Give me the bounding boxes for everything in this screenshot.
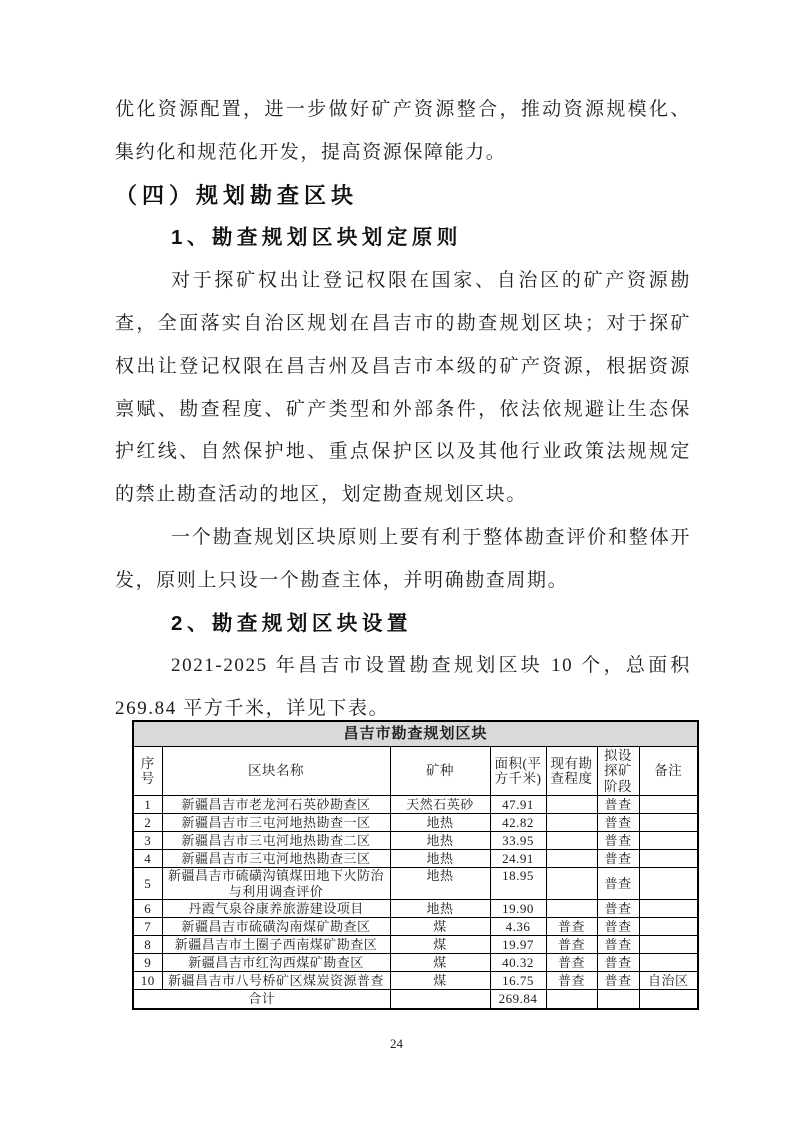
cell: 普查: [546, 972, 597, 990]
header-cell-block-name: 区块名称: [162, 747, 390, 796]
table-row: [133, 918, 698, 936]
cell: 普查: [546, 936, 597, 954]
cell: 地热: [390, 814, 490, 832]
planning-table-container: [132, 720, 699, 1010]
cell: 新疆昌吉市三屯河地热勘查一区: [162, 814, 390, 832]
cell: 33.95: [490, 832, 546, 850]
paragraph-setup: 2021-2025 年昌吉市设置勘查规划区块 10 个，总面积 269.84 平方千米，详见下表。: [115, 655, 691, 720]
cell: 16.75: [490, 972, 546, 990]
table-title-row: [133, 721, 698, 747]
cell: 普查: [546, 954, 597, 972]
cell: 地热: [390, 850, 490, 868]
header-cell-area: 面积(平方千米): [490, 747, 546, 796]
cell: [639, 814, 698, 832]
paragraph-principles: 对于探矿权出让登记权限在国家、自治区的矿产资源勘查，全面落实自治区规划在昌吉市的勘查规划区块；对于探矿权出让登记权限在昌吉州及昌吉市本级的矿产资源，根据资源禀赋、勘查程度、矿产类型和外部条件，依法依规避让生态保护红线、自然保护地、重点保护区以及其他行业政策法规规定的禁止勘查活动的地区，划定勘查规划区块。: [115, 270, 691, 506]
total-stage-cell: [597, 990, 639, 1010]
cell: 3: [133, 832, 162, 850]
total-remark-cell: [639, 990, 698, 1010]
table-total-row: [133, 990, 698, 1010]
header-cell-remark: 备注: [639, 747, 698, 796]
cell: [546, 796, 597, 814]
cell: 19.90: [490, 900, 546, 918]
cell: 普查: [546, 918, 597, 936]
planning-table-body: [133, 796, 698, 990]
cell: 新疆昌吉市土圈子西南煤矿勘查区: [162, 936, 390, 954]
cell: [546, 868, 597, 900]
cell: 47.91: [490, 796, 546, 814]
cell: 2: [133, 814, 162, 832]
cell: 普查: [597, 850, 639, 868]
table-row: [133, 936, 698, 954]
cell: 普查: [597, 936, 639, 954]
table-row: [133, 850, 698, 868]
cell: [546, 832, 597, 850]
cell: 1: [133, 796, 162, 814]
table-row: [133, 814, 698, 832]
header-cell-index: 序号: [133, 747, 162, 796]
table-row: [133, 832, 698, 850]
cell: 新疆昌吉市老龙河石英砂勘查区: [162, 796, 390, 814]
cell: [546, 900, 597, 918]
total-label-cell: 合计: [133, 990, 390, 1010]
cell: 普查: [597, 814, 639, 832]
header-cell-current-degree: 现有勘查程度: [546, 747, 597, 796]
page-number: 24: [390, 1036, 403, 1051]
table-title: 昌吉市勘查规划区块: [133, 721, 698, 747]
cell: [639, 796, 698, 814]
cell: 5: [133, 868, 162, 900]
cell: 4.36: [490, 918, 546, 936]
cell: 8: [133, 936, 162, 954]
paragraph-continuation: 优化资源配置，进一步做好矿产资源整合，推动资源规模化、集约化和规范化开发，提高资源保障能力。: [115, 99, 691, 163]
cell: [639, 832, 698, 850]
table-row: [133, 868, 698, 900]
table-row: [133, 972, 698, 990]
cell: [546, 814, 597, 832]
cell: 普查: [597, 868, 639, 900]
planning-table: [132, 720, 699, 1010]
cell: 地热: [390, 900, 490, 918]
cell: 19.97: [490, 936, 546, 954]
cell: 普查: [597, 796, 639, 814]
table-row: [133, 954, 698, 972]
cell: 普查: [597, 954, 639, 972]
total-mineral-cell: [390, 990, 490, 1010]
cell: [639, 850, 698, 868]
table-row: [133, 796, 698, 814]
cell: 24.91: [490, 850, 546, 868]
cell: 地热: [390, 868, 490, 900]
cell: 煤: [390, 972, 490, 990]
cell: 42.82: [490, 814, 546, 832]
total-degree-cell: [546, 990, 597, 1010]
cell: 普查: [597, 900, 639, 918]
section-heading: （四）规划勘查区块: [115, 182, 359, 208]
cell: 自治区: [639, 972, 698, 990]
cell: [639, 936, 698, 954]
table-header-row: [133, 747, 698, 796]
cell: 9: [133, 954, 162, 972]
cell: [546, 850, 597, 868]
header-cell-planned-stage: 拟设探矿阶段: [597, 747, 639, 796]
cell: [639, 954, 698, 972]
cell: 新疆昌吉市硫磺沟镇煤田地下火防治与利用调查评价: [162, 868, 390, 900]
cell: 7: [133, 918, 162, 936]
sub-heading-setup: 2、勘查规划区块设置: [171, 611, 412, 635]
paragraph-single-entity: 一个勘查规划区块原则上要有利于整体勘查评价和整体开发，原则上只设一个勘查主体，并明确勘查周期。: [115, 526, 691, 591]
cell: 普查: [597, 832, 639, 850]
cell: 6: [133, 900, 162, 918]
cell: 普查: [597, 972, 639, 990]
cell: 40.32: [490, 954, 546, 972]
cell: 地热: [390, 832, 490, 850]
body-text: [115, 89, 691, 731]
table-row: [133, 900, 698, 918]
cell: 天然石英砂: [390, 796, 490, 814]
cell: 煤: [390, 918, 490, 936]
cell: 18.95: [490, 868, 546, 900]
cell: [639, 918, 698, 936]
cell: 新疆昌吉市三屯河地热勘查二区: [162, 832, 390, 850]
cell: 新疆昌吉市红沟西煤矿勘查区: [162, 954, 390, 972]
cell: 煤: [390, 936, 490, 954]
cell: 新疆昌吉市八号桥矿区煤炭资源普查: [162, 972, 390, 990]
cell: 煤: [390, 954, 490, 972]
cell: 新疆昌吉市硫磺沟南煤矿勘查区: [162, 918, 390, 936]
cell: 10: [133, 972, 162, 990]
header-cell-mineral: 矿种: [390, 747, 490, 796]
cell: [639, 868, 698, 900]
sub-heading-principles: 1、勘查规划区块划定原则: [171, 226, 462, 250]
cell: 新疆昌吉市三屯河地热勘查三区: [162, 850, 390, 868]
cell: [639, 900, 698, 918]
cell: 4: [133, 850, 162, 868]
cell: 普查: [597, 918, 639, 936]
cell: 丹霞气泉谷康养旅游建设项目: [162, 900, 390, 918]
total-area-cell: 269.84: [490, 990, 546, 1010]
